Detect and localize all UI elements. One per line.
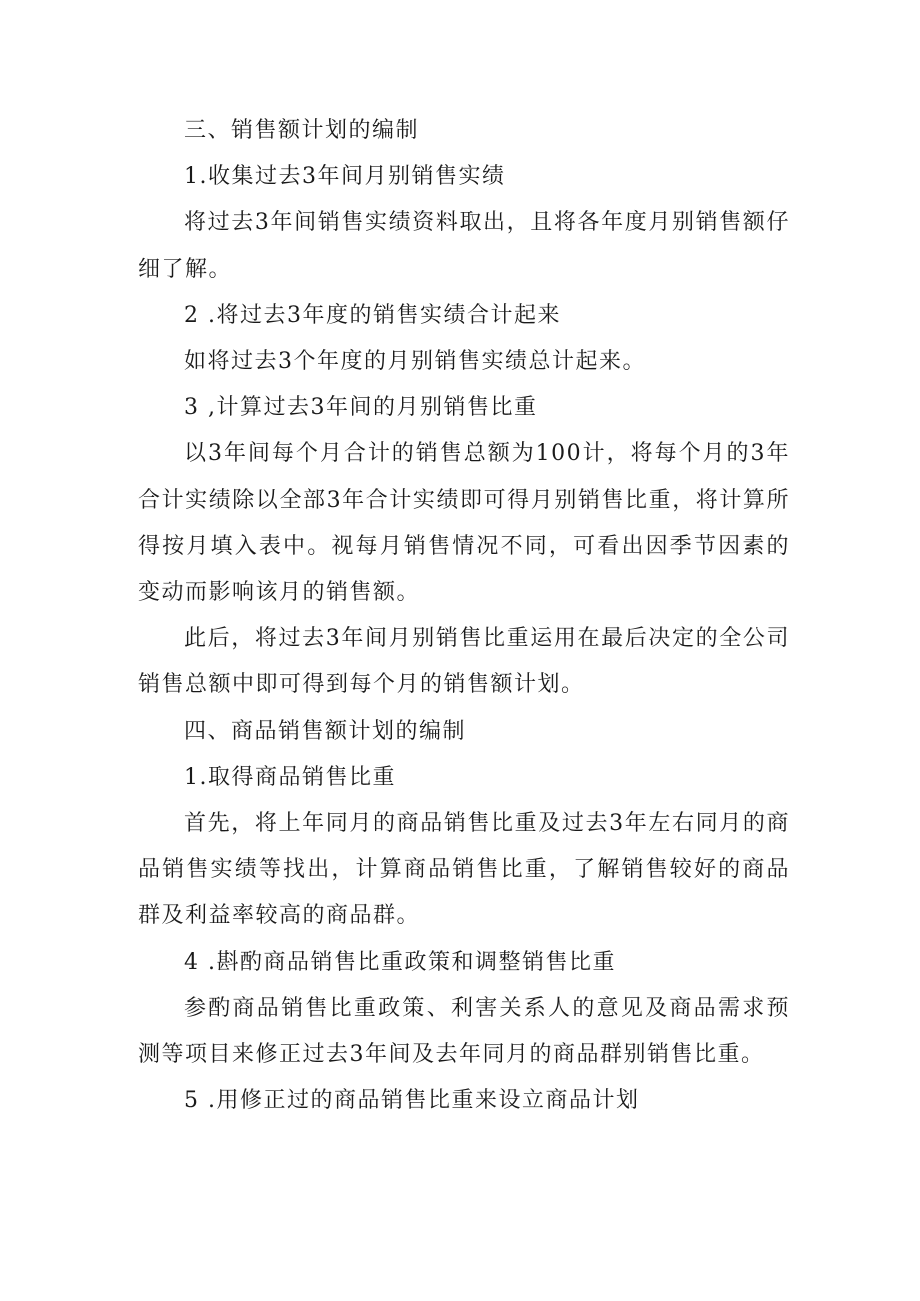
step-heading: 2 .将过去3年度的销售实绩合计起来 (184, 302, 561, 328)
step-heading: 5 .用修正过的商品销售比重来设立商品计划 (184, 1088, 640, 1114)
body-paragraph: 参酌商品销售比重政策、利害关系人的意见及商品需求预测等项目来修正过去3年间及去年同月的商品群别销售比重。 (138, 995, 790, 1068)
section-heading-3: 三、销售额计划的编制 (184, 118, 420, 143)
step-heading: 3 ,计算过去3年间的月别销售比重 (184, 395, 538, 421)
document-body (138, 108, 790, 1124)
body-paragraph: 此后，将过去3年间月别销售比重运用在最后决定的全公司销售总额中即可得到每个月的销售额计划。 (138, 626, 790, 698)
body-paragraph: 如将过去3个年度的月别销售实绩总计起来。 (184, 349, 646, 375)
step-heading: 1.取得商品销售比重 (184, 764, 396, 790)
section-heading-4: 四、商品销售额计划的编制 (184, 718, 467, 744)
body-paragraph: 首先，将上年同月的商品销售比重及过去3年左右同月的商品销售实绩等找出，计算商品销售比重，了解销售较好的商品群及利益率较高的商品群。 (138, 811, 790, 929)
step-heading: 1.收集过去3年间月别销售实绩 (184, 164, 506, 190)
body-paragraph: 将过去3年间销售实绩资料取出，且将各年度月别销售额仔细了解。 (138, 210, 790, 282)
body-paragraph: 以3年间每个月合计的销售总额为100计，将每个月的3年合计实绩除以全部3年合计实绩即可得月别销售比重，将计算所得按月填入表中。视每月销售情况不同，可看出因季节因素的变动而影响该月的销售额。 (138, 441, 790, 606)
step-heading: 4 .斟酌商品销售比重政策和调整销售比重 (184, 949, 616, 975)
